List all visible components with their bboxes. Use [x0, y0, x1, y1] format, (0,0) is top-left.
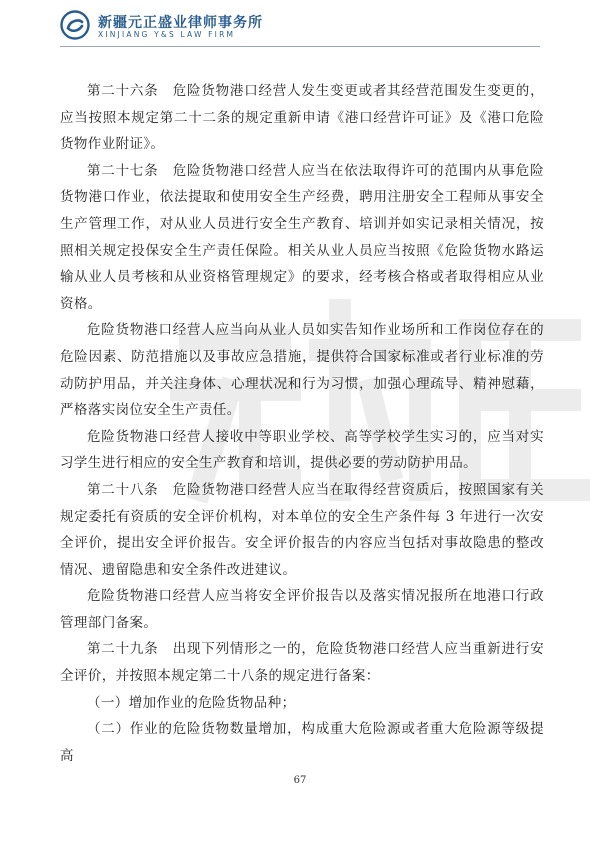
letterhead — [60, 8, 540, 48]
article-27: 第二十七条 危险货物港口经营人应当在依法取得许可的范围内从事危险货物港口作业，依法提取和使用安全生产经费，聘用注册安全工程师从事安全生产管理工作，对从业人员进行安全生产教育、培训并如实记录相关情况，按照相关规定投保安全生产责任保险。相关从业人员应当按照《危险货物水路运输从业人员考核和从业资格管理规定》的要求，经考核合格或者取得相应从业资格。 — [60, 162, 544, 312]
article-27-para-2: 危险货物港口经营人应当向从业人员如实告知作业场所和工作岗位存在的危险因素、防范措施以及事故应急措施，提供符合国家标准或者行业标准的劳动防护用品，并关注身体、心理状况和行为习惯，加强心理疏导、精神慰藉，严格落实岗位安全生产责任。 — [60, 322, 544, 419]
page-number: 67 — [293, 775, 307, 786]
firm-name-en: XINJIANG Y&S LAW FIRM — [98, 30, 236, 39]
article-28: 第二十八条 危险货物港口经营人应当在取得经营资质后，按照国家有关规定委托有资质的安全评价机构，对本单位的安全生产条件每 3 年进行一次安全评价，提出安全评价报告。安全评价报告的内容应当包括对事故隐患的整改情况、遗留隐患和安全条件改进建议。 — [60, 481, 544, 578]
document-body — [60, 78, 544, 769]
article-29: 第二十九条 出现下列情形之一的，危险货物港口经营人应当重新进行安全评价，并按照本规定第二十八条的规定进行备案： — [60, 641, 544, 685]
article-27-para-3: 危险货物港口经营人接收中等职业学校、高等学校学生实习的，应当对实习学生进行相应的安全生产教育和培训，提供必要的劳动防护用品。 — [60, 428, 544, 472]
article-29-item-2: （二）作业的危险货物数量增加，构成重大危险源或者重大危险源等级提高 — [60, 721, 544, 764]
article-29-item-1: （一）增加作业的危险货物品种； — [87, 694, 296, 711]
article-28-para-2: 危险货物港口经营人应当将安全评价报告以及落实情况报所在地港口行政管理部门备案。 — [60, 588, 544, 631]
header-divider — [60, 46, 540, 47]
firm-name-cn: 新疆元正盛业律师事务所 — [98, 15, 263, 31]
article-26: 第二十六条 危险货物港口经营人发生变更或者其经营范围发生变更的，应当按照本规定第二十二条的规定重新申请《港口经营许可证》及《港口危险货物作业附证》。 — [60, 83, 544, 153]
firm-logo-icon — [60, 10, 90, 40]
